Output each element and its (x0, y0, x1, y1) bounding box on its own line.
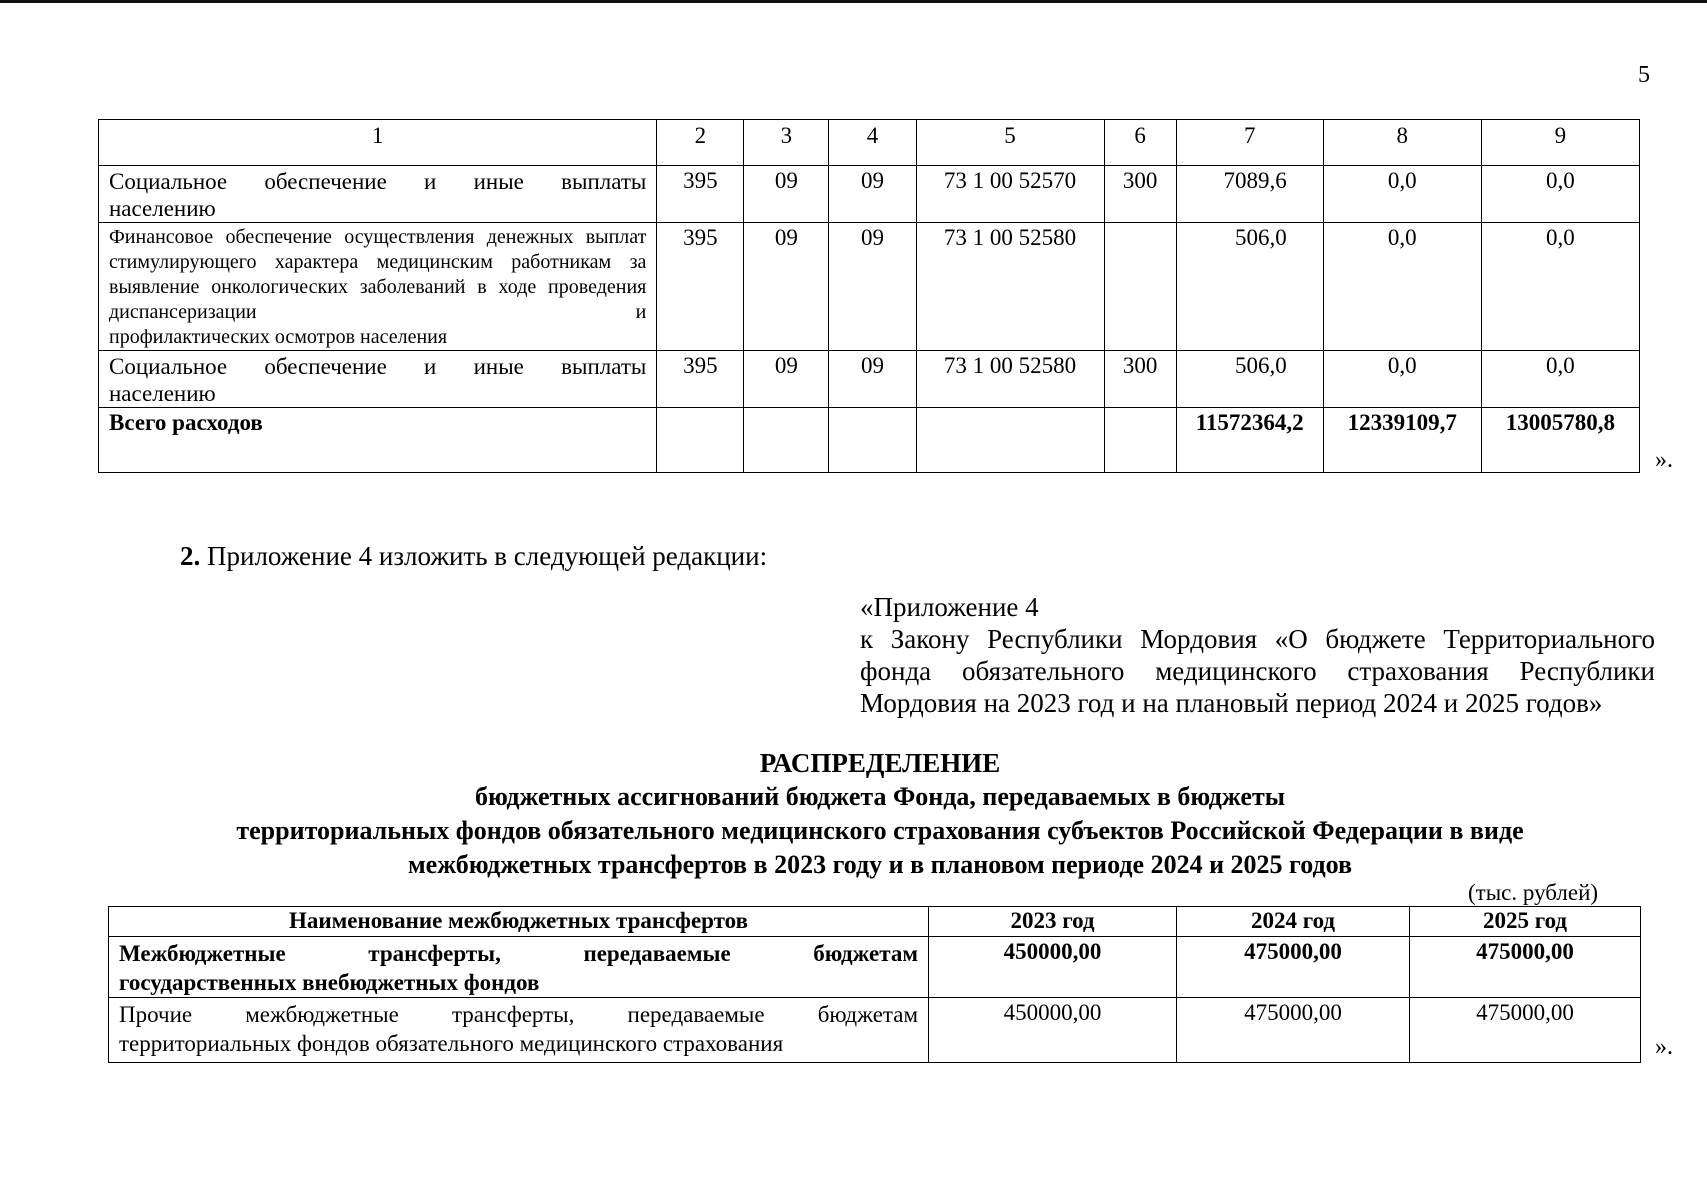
appendix-reference (860, 591, 1655, 719)
header-cell: 2025 год (1410, 907, 1641, 937)
appendix-line: фонда обязательного медицинского страхования Республики (860, 656, 1655, 686)
header-cell: 5 (916, 120, 1104, 166)
empty-cell (916, 408, 1104, 473)
closing-quote: ». (1655, 1034, 1673, 1060)
table-row (99, 166, 1640, 223)
name-line: населению (109, 196, 216, 221)
cell-code-2: 395 (657, 223, 744, 351)
header-cell: 1 (99, 120, 657, 166)
header-cell: 8 (1323, 120, 1481, 166)
cell-2023: 450000,00 (929, 998, 1177, 1063)
cell-amount-9: 0,0 (1481, 223, 1639, 351)
name-line: Прочие межбюджетные трансферты, передаваемые бюджетам (119, 1002, 918, 1027)
transfers-table (108, 906, 1641, 1063)
table-row (99, 223, 1640, 351)
paragraph-number: 2. (180, 541, 201, 571)
cell-code-6: 300 (1104, 166, 1176, 223)
cell-code-6 (1104, 223, 1176, 351)
appendix-line: к Закону Республики Мордовия «О бюджете Территориального (860, 624, 1655, 654)
header-cell: 2 (657, 120, 744, 166)
heading-line: межбюджетных трансфертов в 2023 году и в плановом периоде 2024 и 2025 годов (407, 850, 1353, 879)
row-name (99, 351, 657, 408)
unit-label: (тыс. рублей) (1468, 880, 1599, 905)
table-header-row (109, 907, 1641, 937)
empty-cell (1104, 408, 1176, 473)
cell-code-5: 73 1 00 52580 (916, 351, 1104, 408)
appendix-line: «Приложение 4 (860, 592, 1039, 622)
name-line: Социальное обеспечение и иные выплаты (109, 354, 647, 379)
name-line: работникам за выявление онкологических заболеваний (109, 251, 647, 298)
cell-amount-7: 506,0 (1176, 223, 1323, 351)
cell-code-3: 09 (744, 351, 829, 408)
table-row (99, 351, 1640, 408)
cell-amount-7: 7089,6 (1176, 166, 1323, 223)
empty-cell (829, 408, 916, 473)
cell-amount-7: 506,0 (1176, 351, 1323, 408)
name-line: Межбюджетные трансферты, передаваемые бюджетам (119, 941, 918, 966)
cell-code-3: 09 (744, 166, 829, 223)
empty-cell (657, 408, 744, 473)
cell-code-2: 395 (657, 166, 744, 223)
table-row (109, 937, 1641, 998)
name-line: населению (109, 381, 216, 406)
table-header-row (99, 120, 1640, 166)
header-cell: 2023 год (929, 907, 1177, 937)
cell-code-5: 73 1 00 52580 (916, 223, 1104, 351)
cell-2025: 475000,00 (1410, 998, 1641, 1063)
empty-cell (744, 408, 829, 473)
appendix-line: Мордовия на 2023 год и на плановый период 2024 и 2025 годов» (860, 688, 1603, 718)
row-name (99, 166, 657, 223)
cell-code-3: 09 (744, 223, 829, 351)
row-name (99, 223, 657, 351)
name-line: государственных внебюджетных фондов (119, 970, 540, 995)
header-cell: 2024 год (1177, 907, 1410, 937)
name-line: Социальное обеспечение и иные выплаты (109, 169, 647, 194)
total-amount-7: 11572364,2 (1176, 408, 1323, 473)
cell-amount-9: 0,0 (1481, 351, 1639, 408)
amendment-paragraph (180, 541, 767, 572)
page-number: 5 (1638, 62, 1650, 88)
row-name (109, 937, 929, 998)
heading-line: территориальных фондов обязательного медицинского страхования субъектов Российской Федерации в виде (236, 816, 1524, 845)
cell-code-6: 300 (1104, 351, 1176, 408)
cell-2025: 475000,00 (1410, 937, 1641, 998)
cell-code-5: 73 1 00 52570 (916, 166, 1104, 223)
cell-code-4: 09 (829, 166, 916, 223)
header-cell: 3 (744, 120, 829, 166)
name-line: Финансовое обеспечение осуществления денежных (109, 226, 574, 248)
table-row (109, 998, 1641, 1063)
cell-amount-8: 0,0 (1323, 223, 1481, 351)
header-cell: 6 (1104, 120, 1176, 166)
cell-code-4: 09 (829, 223, 916, 351)
cell-2024: 475000,00 (1177, 937, 1410, 998)
cell-2023: 450000,00 (929, 937, 1177, 998)
name-line: профилактических осмотров населения (109, 326, 448, 348)
closing-quote: ». (1655, 447, 1673, 473)
scan-edge (0, 0, 1707, 3)
header-cell: Наименование межбюджетных трансфертов (109, 907, 929, 937)
header-cell: 9 (1481, 120, 1639, 166)
total-label: Всего расходов (99, 408, 657, 473)
total-row (99, 408, 1640, 473)
cell-amount-8: 0,0 (1323, 351, 1481, 408)
document-heading: РАСПРЕДЕЛЕНИЕ (759, 748, 1001, 778)
header-cell: 4 (829, 120, 916, 166)
cell-amount-9: 0,0 (1481, 166, 1639, 223)
row-name (109, 998, 929, 1063)
name-line: территориальных фондов обязательного медицинского страхования (119, 1031, 784, 1056)
name-line: выплат стимулирующего характера медицинским (109, 226, 647, 273)
name-line: в ходе проведения диспансеризации и (109, 276, 647, 323)
cell-code-4: 09 (829, 351, 916, 408)
cell-2024: 475000,00 (1177, 998, 1410, 1063)
cell-code-2: 395 (657, 351, 744, 408)
header-cell: 7 (1176, 120, 1323, 166)
total-amount-9: 13005780,8 (1481, 408, 1639, 473)
total-amount-8: 12339109,7 (1323, 408, 1481, 473)
heading-line: бюджетных ассигнований бюджета Фонда, передаваемых в бюджеты (474, 782, 1286, 811)
paragraph-text: Приложение 4 изложить в следующей редакции: (200, 541, 768, 571)
expenses-table (98, 119, 1640, 473)
cell-amount-8: 0,0 (1323, 166, 1481, 223)
